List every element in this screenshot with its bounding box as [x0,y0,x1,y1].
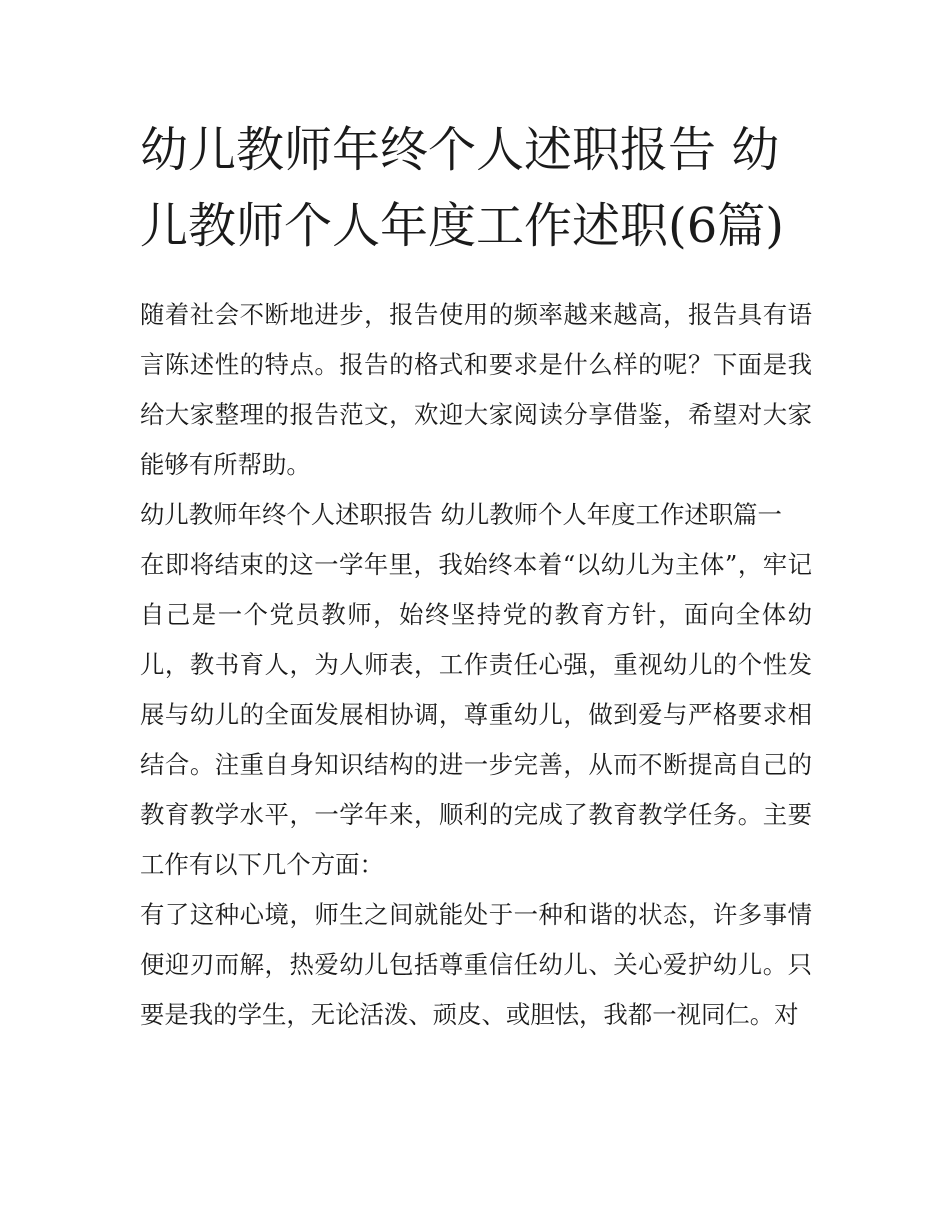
document-body [140,112,812,1040]
section-heading: 幼儿教师年终个人述职报告 幼儿教师个人年度工作述职篇一 [140,500,782,529]
body-paragraph: 在即将结束的这一学年里，我始终本着“以幼儿为主体”，牢记自己是一个党员教师，始终坚持党的教育方针，面向全体幼儿，教书育人，为人师表，工作责任心强，重视幼儿的个性发展与幼儿的全面发展相协调，尊重幼儿，做到爱与严格要求相结合。注重自身知识结构的进一步完善，从而不断提高自己的教育教学水平，一学年来，顺利的完成了教育教学任务。主要工作有以下几个方面： [140,550,812,879]
body-paragraph: 有了这种心境，师生之间就能处于一种和谐的状态，许多事情便迎刃而解，热爱幼儿包括尊重信任幼儿、关心爱护幼儿。只要是我的学生，无论活泼、顽皮、或胆怯，我都一视同仁。对 [140,900,812,1029]
intro-paragraph: 随着社会不断地进步，报告使用的频率越来越高，报告具有语言陈述性的特点。报告的格式和要求是什么样的呢？下面是我给大家整理的报告范文，欢迎大家阅读分享借鉴，希望对大家能够有所帮助。 [140,300,812,479]
document-title: 幼儿教师年终个人述职报告 幼儿教师个人年度工作述职(6篇) [140,122,784,254]
